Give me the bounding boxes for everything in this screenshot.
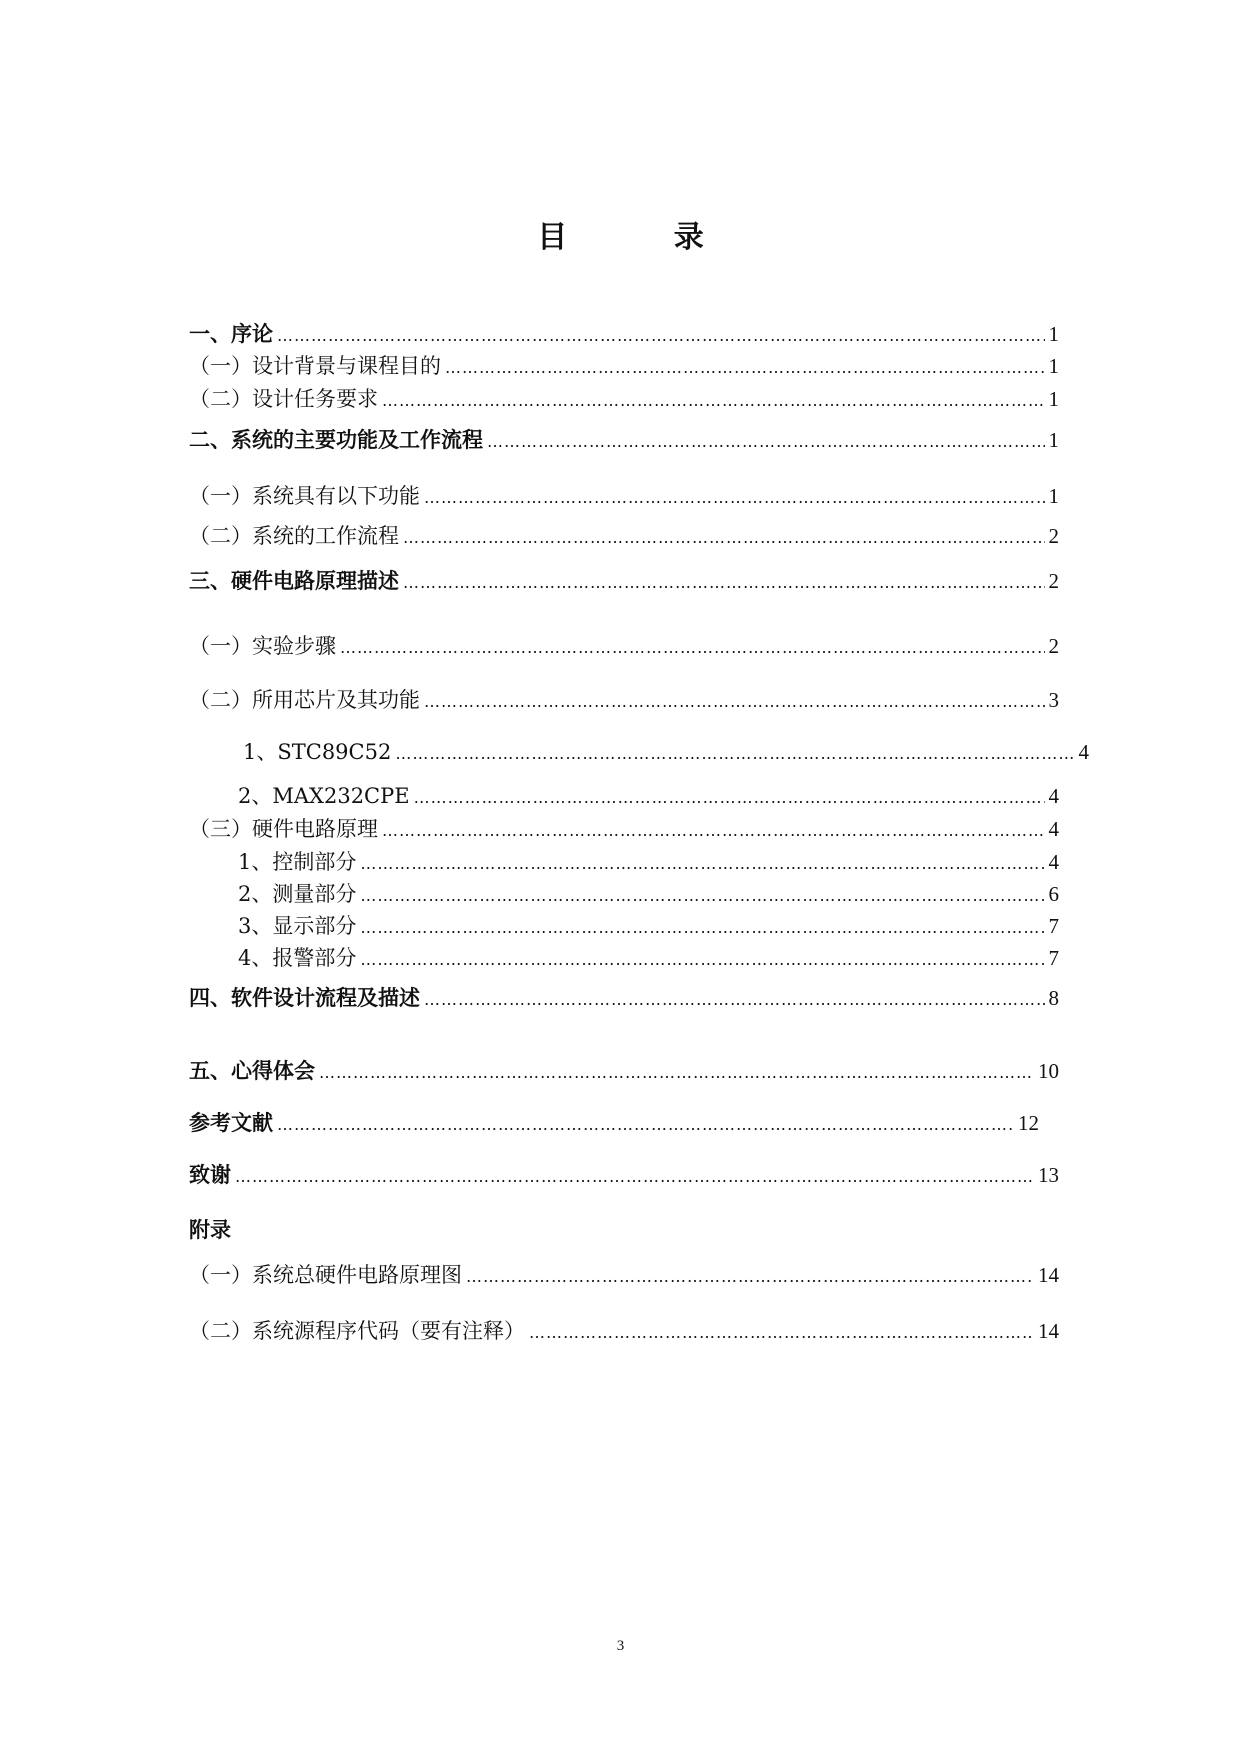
toc-entry-label: 致谢 bbox=[189, 1163, 231, 1187]
toc-entry-page: 1 bbox=[1048, 484, 1059, 508]
toc-entry bbox=[238, 880, 1059, 910]
toc-entry-page: 10 bbox=[1038, 1059, 1059, 1083]
dot-leader bbox=[424, 986, 1045, 1014]
dot-leader bbox=[424, 484, 1045, 512]
page-number: 3 bbox=[616, 1638, 625, 1654]
toc-entry-page: 7 bbox=[1048, 914, 1059, 938]
toc-title: 目 录 bbox=[537, 220, 752, 255]
appendix-heading: 附录 bbox=[189, 1218, 231, 1242]
toc-entry bbox=[189, 385, 1059, 415]
toc-entry-label: 1、STC89C52 bbox=[243, 740, 392, 764]
toc-entry bbox=[189, 815, 1059, 845]
toc-entry-label: 五、心得体会 bbox=[189, 1059, 315, 1083]
toc-entry-label: （一）实验步骤 bbox=[189, 634, 336, 658]
toc-entry-label: 四、软件设计流程及描述 bbox=[189, 986, 420, 1010]
toc-entry-page: 14 bbox=[1038, 1319, 1059, 1343]
toc-entry-label: 三、硬件电路原理描述 bbox=[189, 569, 399, 593]
toc-entry-page: 1 bbox=[1048, 387, 1059, 411]
toc-entry-label: （二）系统的工作流程 bbox=[189, 524, 399, 548]
toc-entry-page: 6 bbox=[1048, 882, 1059, 906]
toc-entry-page: 1 bbox=[1048, 428, 1059, 452]
dot-leader bbox=[340, 634, 1045, 662]
toc-entry-page: 2 bbox=[1048, 569, 1059, 593]
toc-entry-label: （二）所用芯片及其功能 bbox=[189, 688, 420, 712]
toc-entry-label: （一）系统具有以下功能 bbox=[189, 484, 420, 508]
dot-leader bbox=[360, 914, 1044, 942]
dot-leader bbox=[445, 354, 1045, 382]
toc-entry-page: 3 bbox=[1048, 688, 1059, 712]
dot-leader bbox=[466, 1263, 1034, 1291]
dot-leader bbox=[382, 387, 1045, 415]
dot-leader bbox=[424, 688, 1045, 716]
toc-entry-label: （二）设计任务要求 bbox=[189, 387, 378, 411]
toc-entry bbox=[189, 320, 1059, 350]
toc-entry bbox=[189, 1261, 1059, 1291]
toc-entry-page: 4 bbox=[1048, 817, 1059, 841]
toc-entry-label: （二）系统源程序代码（要有注释） bbox=[189, 1319, 525, 1343]
toc-entry bbox=[189, 984, 1059, 1014]
toc-entry-label: （一）设计背景与课程目的 bbox=[189, 354, 441, 378]
toc-entry-page: 2 bbox=[1048, 524, 1059, 548]
toc-entry bbox=[238, 782, 1059, 812]
toc-entry-label: （三）硬件电路原理 bbox=[189, 817, 378, 841]
toc-entry bbox=[189, 482, 1059, 512]
toc-entry-page: 13 bbox=[1038, 1163, 1059, 1187]
dot-leader bbox=[277, 1111, 1014, 1139]
toc-entry bbox=[238, 912, 1059, 942]
toc-entry-page: 4 bbox=[1048, 850, 1059, 874]
toc-entry-page: 12 bbox=[1018, 1111, 1039, 1135]
dot-leader bbox=[403, 569, 1045, 597]
toc-entry-label: 二、系统的主要功能及工作流程 bbox=[189, 428, 483, 452]
toc-entry bbox=[189, 686, 1059, 716]
toc-entry bbox=[189, 567, 1059, 597]
toc-entry-page: 4 bbox=[1078, 740, 1089, 764]
dot-leader bbox=[360, 850, 1044, 878]
dot-leader bbox=[360, 882, 1044, 910]
toc-entry bbox=[189, 1317, 1059, 1347]
toc-entry-page: 1 bbox=[1048, 354, 1059, 378]
dot-leader bbox=[382, 817, 1045, 845]
toc-entry-page: 14 bbox=[1038, 1263, 1059, 1287]
toc-entry-page: 8 bbox=[1048, 986, 1059, 1010]
toc-entry-page: 7 bbox=[1048, 946, 1059, 970]
toc-entry-label: 2、测量部分 bbox=[238, 882, 357, 906]
toc-entry-label: 参考文献 bbox=[189, 1111, 273, 1135]
toc-entry-label: 2、MAX232CPE bbox=[238, 784, 410, 808]
toc-entry bbox=[189, 1161, 1059, 1191]
toc-entry bbox=[238, 944, 1059, 974]
toc-entry bbox=[189, 1057, 1059, 1087]
toc-entry bbox=[189, 426, 1059, 456]
toc-entry bbox=[189, 352, 1059, 382]
toc-entry bbox=[238, 848, 1059, 878]
toc-entry bbox=[189, 1109, 1039, 1139]
toc-entry bbox=[189, 632, 1059, 662]
dot-leader bbox=[403, 524, 1045, 552]
toc-entry-label: （一）系统总硬件电路原理图 bbox=[189, 1263, 462, 1287]
toc-entry-label: 4、报警部分 bbox=[238, 946, 357, 970]
toc-entry-label: 一、序论 bbox=[189, 322, 273, 346]
toc-entry-page: 2 bbox=[1048, 634, 1059, 658]
toc-entry bbox=[189, 522, 1059, 552]
toc-entry-label: 1、控制部分 bbox=[238, 850, 357, 874]
dot-leader bbox=[487, 428, 1045, 456]
toc-entry-label: 3、显示部分 bbox=[238, 914, 357, 938]
dot-leader bbox=[395, 740, 1074, 768]
toc-entry-page: 4 bbox=[1048, 784, 1059, 808]
dot-leader bbox=[277, 322, 1045, 350]
dot-leader bbox=[360, 946, 1044, 974]
toc-entry-page: 1 bbox=[1048, 322, 1059, 346]
toc-entry bbox=[193, 738, 1089, 768]
dot-leader bbox=[529, 1319, 1034, 1347]
dot-leader bbox=[414, 784, 1045, 812]
dot-leader bbox=[319, 1059, 1034, 1087]
dot-leader bbox=[235, 1163, 1034, 1191]
